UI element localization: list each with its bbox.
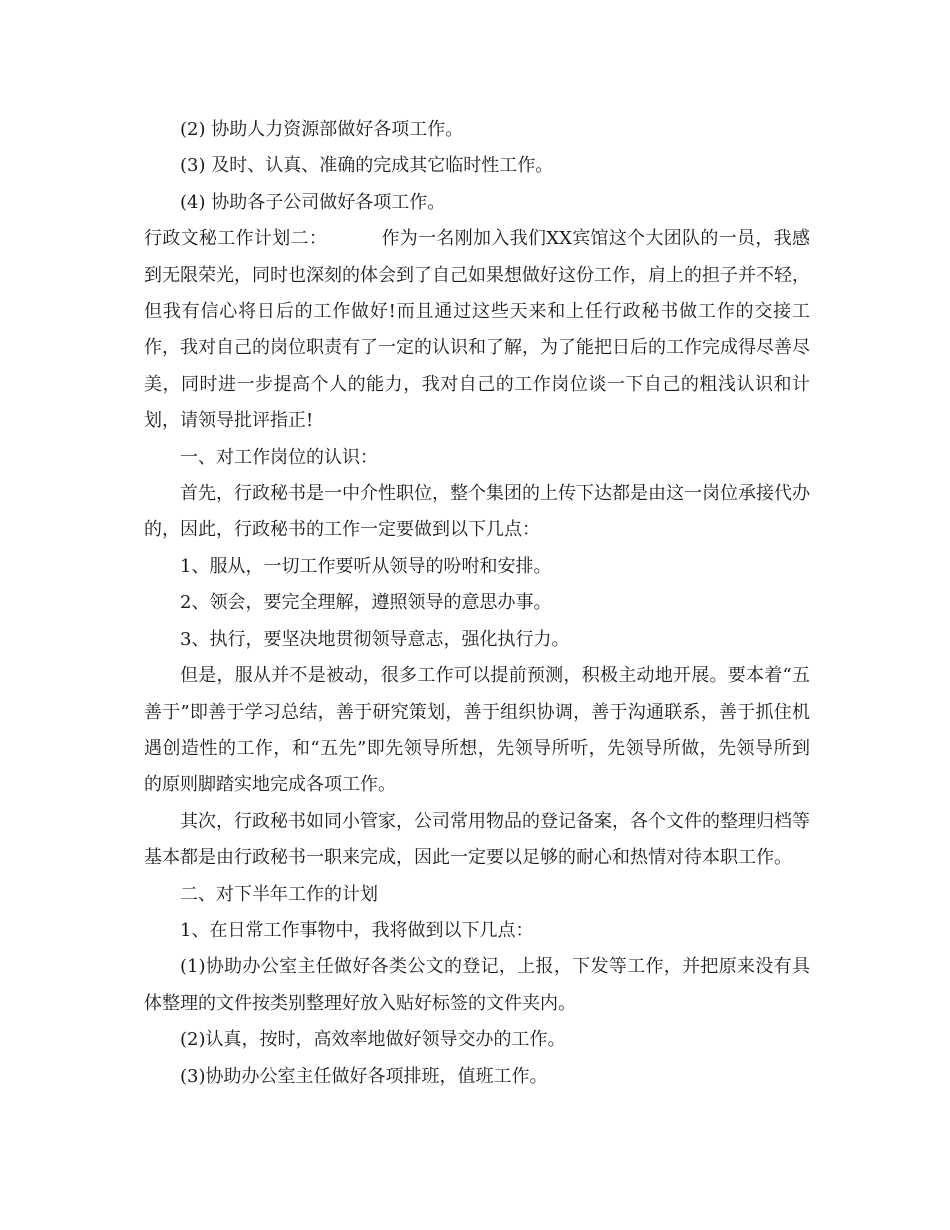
paragraph-item-2: (2) 协助人力资源部做好各项工作。 (180, 119, 464, 140)
paragraph-second: 其次，行政秘书如同小管家，公司常用物品的登记备案，各个文件的整理归档等基本都是由行政秘书一职来完成，因此一定要以足够的耐心和热情对待本职工作。 (144, 810, 810, 869)
point-obey: 1、服从，一切工作要听从领导的吩咐和安排。 (180, 555, 552, 577)
point-comprehend: 2、领会，要完全理解，遵照领导的意思办事。 (180, 592, 552, 614)
document-body (144, 112, 810, 1095)
paragraph-first: 首先，行政秘书是一中介性职位，整个集团的上传下达都是由这一岗位承接代办的，因此，行政秘书的工作一定要做到以下几点： (144, 483, 810, 541)
section-intro-paragraph (144, 221, 810, 439)
heading-job-understanding: 一、对工作岗位的认识： (180, 446, 378, 468)
plan-daily-work: 1、在日常工作事物中，我将做到以下几点： (180, 919, 534, 941)
paragraph-item-3: (3) 及时、认真、准确的完成其它临时性工作。 (180, 155, 554, 177)
heading-second-half-plan: 二、对下半年工作的计划 (180, 883, 378, 905)
section-title: 行政文秘工作计划二： (144, 228, 328, 250)
paragraph-however: 但是，服从并不是被动，很多工作可以提前预测，积极主动地开展。要本着“五善于”即善于学习总结，善于研究策划，善于组织协调，善于沟通联系，善于抓住机遇创造性的工作，和“五先”即先领导所想，先领导所听，先领导所做，先领导所到的原则脚踏实地完成各项工作。 (144, 665, 810, 796)
intro-body: 作为一名刚加入我们XX宾馆这个大团队的一员，我感到无限荣光，同时也深刻的体会到了自己如果想做好这份工作，肩上的担子并不轻，但我有信心将日后的工作做好!而且通过这些天来和上任行政秘书做工作的交接工作，我对自己的岗位职责有了一定的认识和了解，为了能把日后的工作完成得尽善尽美，同时进一步提高个人的能力，我对自己的工作岗位谈一下自己的粗浅认识和计划，请领导批评指正! (144, 228, 810, 432)
point-execute: 3、执行，要坚决地贯彻领导意志，强化执行力。 (180, 628, 570, 650)
paragraph-item-4: (4) 协助各子公司做好各项工作。 (180, 191, 446, 213)
plan-item-1: (1)协助办公室主任做好各类公文的登记，上报，下发等工作，并把原来没有具体整理的文件按类别整理好放入贴好标签的文件夹内。 (144, 956, 810, 1014)
plan-item-3: (3)协助办公室主任做好各项排班，值班工作。 (180, 1065, 548, 1087)
plan-item-2: (2)认真，按时，高效率地做好领导交办的工作。 (180, 1029, 566, 1051)
